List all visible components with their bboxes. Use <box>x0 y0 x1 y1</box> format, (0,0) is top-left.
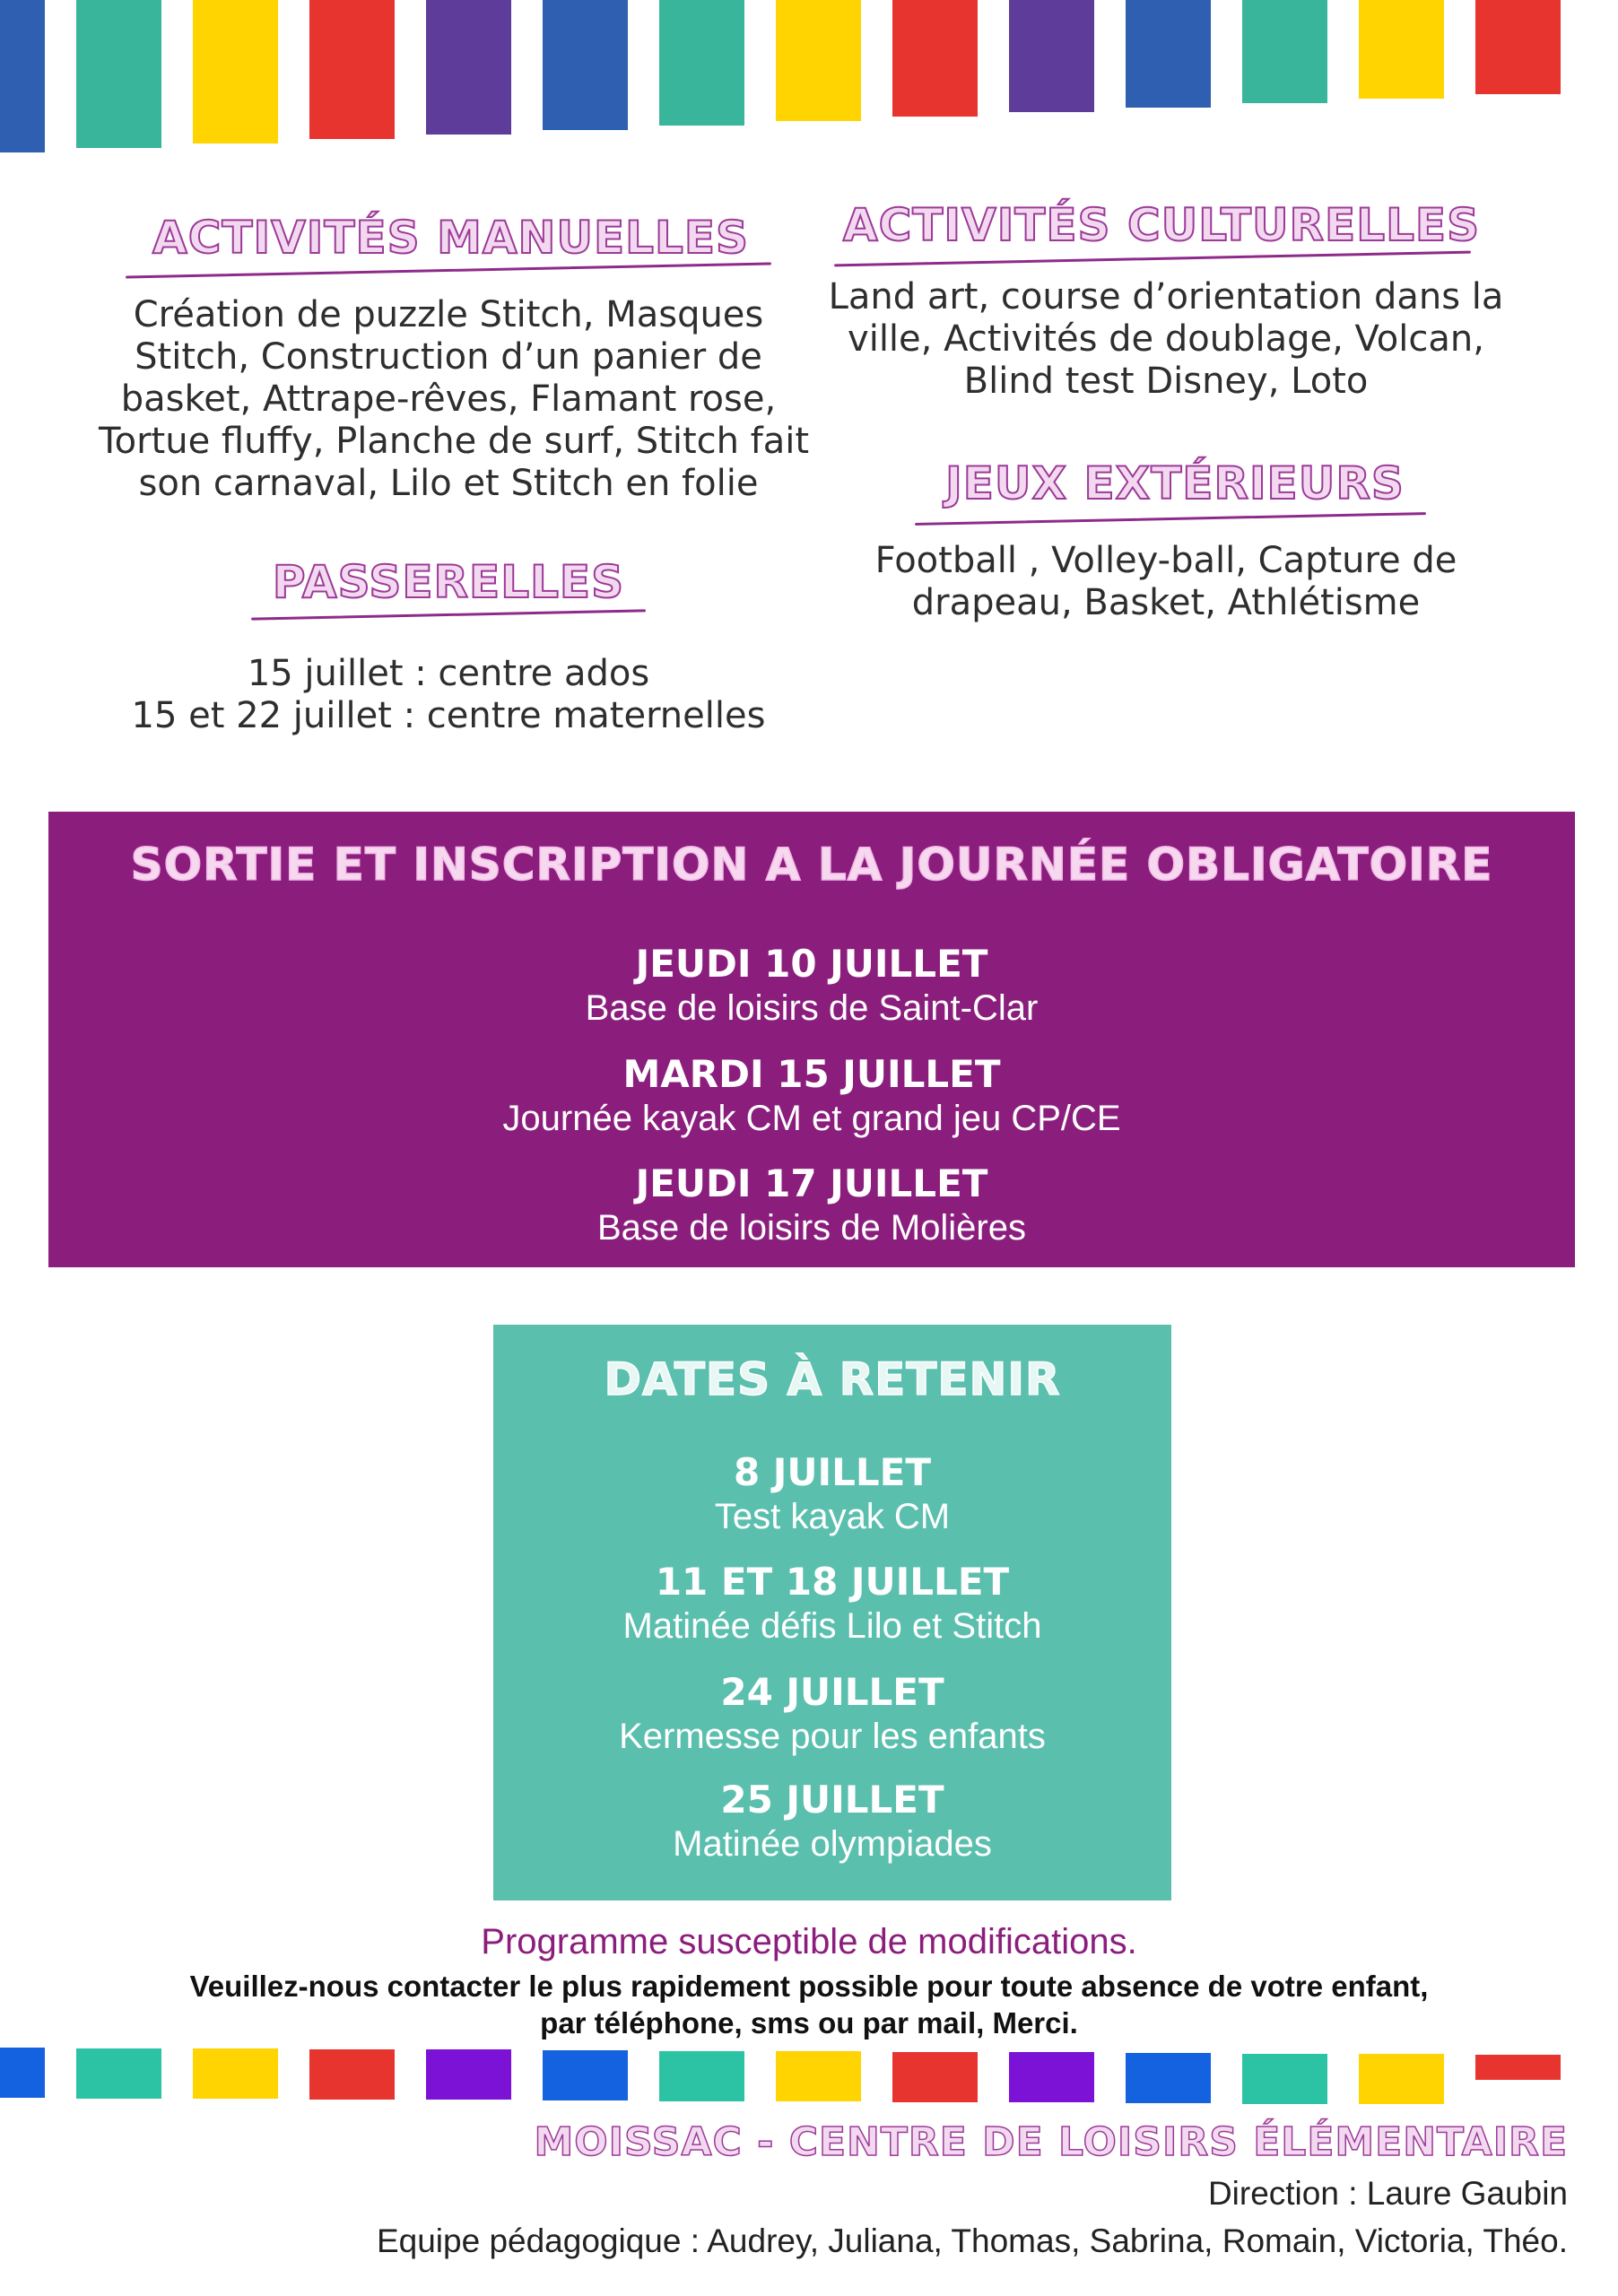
bunting-flag <box>543 2050 628 2100</box>
bunting-flag <box>1242 2054 1327 2104</box>
outing-item <box>48 1052 1575 1140</box>
contact-note-line-1: Veuillez-nous contacter le plus rapidement possible pour toute absence de votre enfant, <box>189 1970 1429 2003</box>
bunting-flag <box>193 2048 278 2099</box>
footer-title: MOISSAC - CENTRE DE LOISIRS ÉLÉMENTAIRE <box>534 2119 1568 2165</box>
bunting-flag <box>76 2048 161 2099</box>
cultural-activities-title: ACTIVITÉS CULTURELLES <box>842 199 1481 251</box>
bunting-flag <box>1359 2054 1444 2104</box>
outdoor-line: Football , Volley-ball, Capture de <box>874 540 1457 581</box>
key-date-desc: Test kayak CM <box>714 1497 951 1536</box>
bunting-flag <box>193 0 278 144</box>
manual-line: Création de puzzle Stitch, Masques <box>133 294 764 335</box>
key-date: 24 JUILLET <box>720 1670 944 1714</box>
key-date-desc: Kermesse pour les enfants <box>619 1717 1046 1756</box>
bunting-flag <box>892 0 978 117</box>
manual-line: son carnaval, Lilo et Stitch en folie <box>138 463 759 504</box>
bridges-title: PASSERELLES <box>272 556 625 608</box>
manual-line: Tortue fluffy, Planche de surf, Stitch fait <box>99 421 810 462</box>
bunting-flag <box>1359 0 1444 99</box>
bottom-bunting <box>0 2048 1618 2115</box>
bridges-text <box>99 653 798 737</box>
cultural-line: ville, Activités de doublage, Volcan, <box>848 318 1484 360</box>
contact-note-line-2: par téléphone, sms ou par mail, Merci. <box>540 2006 1078 2039</box>
outing-date: JEUDI 17 JUILLET <box>635 1161 988 1205</box>
manual-line: Stitch, Construction d’un panier de <box>135 336 762 378</box>
cultural-line: Land art, course d’orientation dans la <box>828 276 1504 317</box>
key-date-item <box>493 1778 1171 1866</box>
bunting-flag <box>1475 2055 1561 2080</box>
manual-title-underline <box>126 262 771 278</box>
manual-line: basket, Attrape-rêves, Flamant rose, <box>120 378 777 420</box>
key-date-item <box>493 1670 1171 1758</box>
outdoor-games-text <box>816 540 1516 624</box>
manual-activities-text <box>99 294 810 505</box>
cultural-activities-text <box>816 276 1516 403</box>
bunting-flag <box>659 2051 744 2101</box>
outings-title: SORTIE ET INSCRIPTION A LA JOURNÉE OBLIGATOIRE <box>130 839 1493 891</box>
outing-item <box>48 1161 1575 1249</box>
bridges-line: 15 juillet : centre ados <box>247 653 650 694</box>
key-date: 8 JUILLET <box>733 1450 932 1494</box>
outing-date: JEUDI 10 JUILLET <box>635 942 988 986</box>
outing-date: MARDI 15 JUILLET <box>622 1052 1001 1096</box>
bunting-flag <box>1242 0 1327 103</box>
outing-desc: Base de loisirs de Saint-Clar <box>585 988 1039 1028</box>
outing-desc: Journée kayak CM et grand jeu CP/CE <box>502 1099 1121 1138</box>
bunting-flag <box>1126 2053 1211 2103</box>
bunting-flag <box>776 2051 861 2101</box>
outdoor-title-underline <box>915 512 1426 526</box>
outing-item <box>48 942 1575 1030</box>
bunting-flag <box>892 2052 978 2102</box>
bunting-flag <box>776 0 861 121</box>
cultural-title-underline <box>834 251 1471 267</box>
key-date-desc: Matinée olympiades <box>673 1824 992 1864</box>
key-dates-title: DATES À RETENIR <box>604 1353 1061 1405</box>
bunting-flag <box>309 2049 395 2100</box>
key-date: 11 ET 18 JUILLET <box>655 1560 1010 1604</box>
program-note: Programme susceptible de modifications. <box>481 1922 1137 1961</box>
bunting-flag <box>0 2048 45 2098</box>
bunting-flag <box>543 0 628 130</box>
bunting-flag <box>1126 0 1211 108</box>
bunting-flag <box>1475 0 1561 94</box>
key-date-desc: Matinée défis Lilo et Stitch <box>622 1606 1042 1646</box>
bunting-flag <box>309 0 395 139</box>
bunting-flag <box>1009 0 1094 112</box>
key-date: 25 JUILLET <box>720 1778 944 1822</box>
bunting-flag <box>426 0 511 135</box>
footer-team: Equipe pédagogique : Audrey, Juliana, Thomas, Sabrina, Romain, Victoria, Théo. <box>376 2222 1568 2259</box>
bridges-line: 15 et 22 juillet : centre maternelles <box>131 695 766 736</box>
outdoor-games-title: JEUX EXTÉRIEURS <box>945 457 1405 509</box>
bunting-flag <box>659 0 744 126</box>
bunting-flag <box>0 0 45 152</box>
manual-activities-title: ACTIVITÉS MANUELLES <box>152 212 750 264</box>
bunting-flag <box>1009 2052 1094 2102</box>
cultural-line: Blind test Disney, Loto <box>963 361 1369 402</box>
bridges-title-underline <box>251 609 646 620</box>
bunting-flag <box>426 2049 511 2100</box>
key-dates-panel <box>493 1325 1171 1900</box>
key-date-item <box>493 1450 1171 1538</box>
bunting-flag <box>76 0 161 148</box>
footer-direction: Direction : Laure Gaubin <box>1207 2175 1568 2212</box>
outings-panel <box>48 812 1575 1267</box>
key-date-item <box>493 1560 1171 1648</box>
outing-desc: Base de loisirs de Molières <box>597 1208 1026 1248</box>
outdoor-line: drapeau, Basket, Athlétisme <box>911 582 1421 623</box>
top-bunting <box>0 0 1618 157</box>
